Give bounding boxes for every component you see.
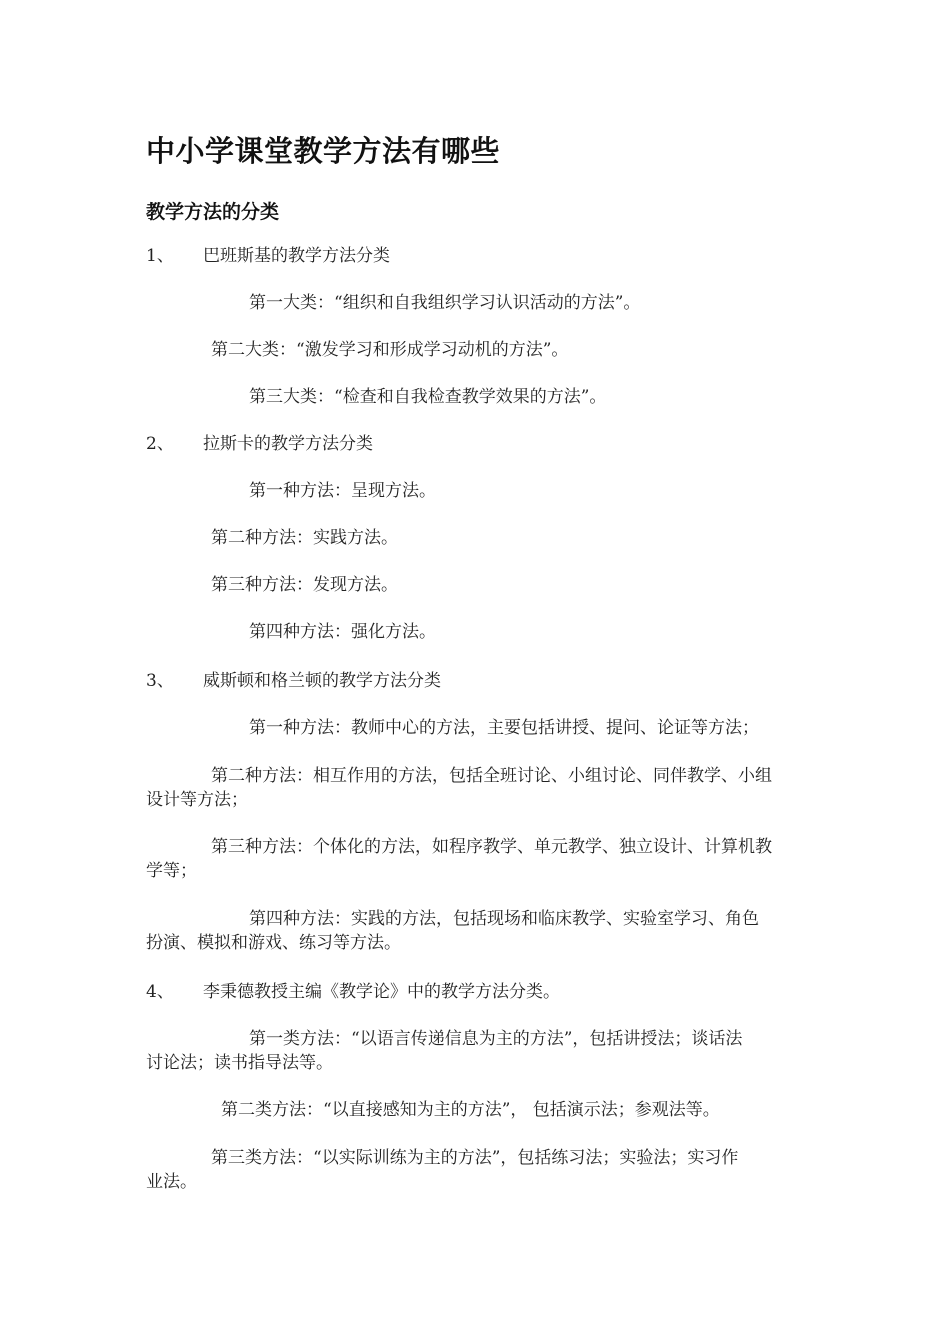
- list-number: 1、: [146, 246, 174, 266]
- list-entry-continuation: 学等；: [146, 861, 197, 881]
- list-number: 3、: [146, 671, 174, 691]
- list-heading-text: 拉斯卡的教学方法分类: [203, 434, 373, 454]
- list-entry-continuation: 扮演、模拟和游戏、练习等方法。: [146, 933, 401, 953]
- list-entry: 第一种方法：呈现方法。: [249, 481, 436, 501]
- list-entry: 第一类方法：“以语言传递信息为主的方法”，包括讲授法；谈话法: [249, 1029, 743, 1049]
- list-entry: 第三大类：“检查和自我检查教学效果的方法”。: [249, 387, 607, 407]
- list-entry: 第四种方法：强化方法。: [249, 622, 436, 642]
- list-number: 4、: [146, 982, 174, 1002]
- list-entry-continuation: 业法。: [146, 1172, 197, 1192]
- list-entry: 第三种方法：发现方法。: [211, 575, 398, 595]
- list-entry: 第三类方法：“以实际训练为主的方法”，包括练习法；实验法；实习作: [211, 1148, 739, 1168]
- list-heading-text: 巴班斯基的教学方法分类: [203, 246, 390, 266]
- list-heading-text: 威斯顿和格兰顿的教学方法分类: [203, 671, 441, 691]
- section-heading: 教学方法的分类: [146, 201, 280, 223]
- list-entry: 第二类方法：“以直接感知为主的方法”， 包括演示法；参观法等。: [221, 1100, 720, 1120]
- list-entry: 第一种方法：教师中心的方法，主要包括讲授、提问、论证等方法；: [249, 718, 759, 738]
- list-entry: 第一大类：“组织和自我组织学习认识活动的方法”。: [249, 293, 641, 313]
- list-entry: 第四种方法：实践的方法，包括现场和临床教学、实验室学习、角色: [249, 909, 759, 929]
- list-entry: 第二种方法：实践方法。: [211, 528, 398, 548]
- list-entry: 第二种方法：相互作用的方法，包括全班讨论、小组讨论、同伴教学、小组: [211, 766, 772, 786]
- list-number: 2、: [146, 434, 174, 454]
- list-entry: 第三种方法：个体化的方法，如程序教学、单元教学、独立设计、计算机教: [211, 837, 772, 857]
- document-title: 中小学课堂教学方法有哪些: [146, 134, 501, 168]
- list-entry: 第二大类：“激发学习和形成学习动机的方法”。: [211, 340, 569, 360]
- list-entry-continuation: 讨论法；读书指导法等。: [146, 1053, 333, 1073]
- list-heading-text: 李秉德教授主编《教学论》中的教学方法分类。: [203, 982, 560, 1002]
- list-entry-continuation: 设计等方法；: [146, 790, 248, 810]
